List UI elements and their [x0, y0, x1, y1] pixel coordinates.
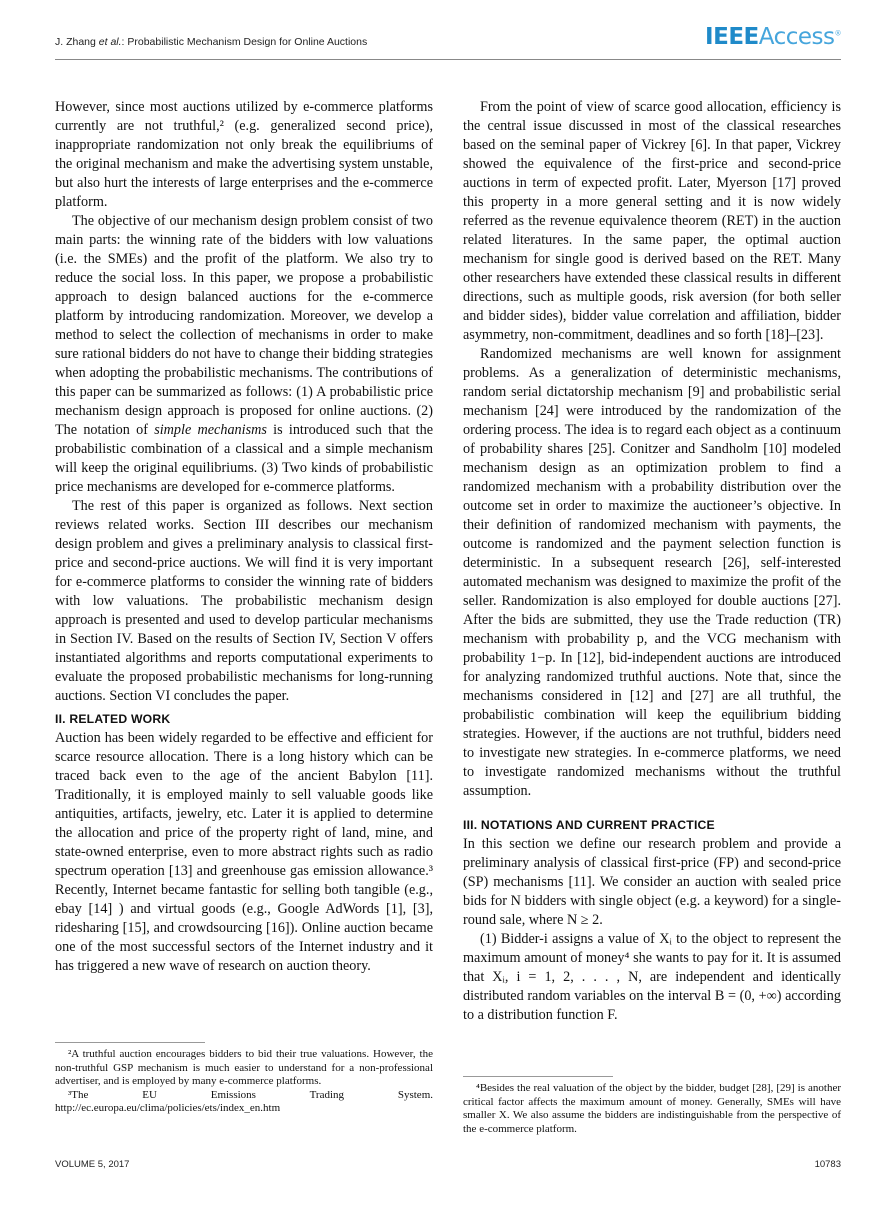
footnote-4: ⁴Besides the real valuation of the object by the bidder, budget [28], [29] is another critical factor affects the maximum amount of money. Generally, SMEs will have smaller X. We also assume the bidders are indistinguishable from the perspective of the e-commerce platform.	[463, 1082, 841, 1135]
running-head	[55, 36, 367, 48]
footer-volume: VOLUME 5, 2017	[55, 1159, 130, 1170]
paragraph: Auction has been widely regarded to be effective and efficient for scarce resource allocation. There is a long history which can be traced back even to the age of the ancient Babylon [11]. Traditionally, it is employed mainly to sell valuable goods like antiquities, artifacts, jewelry, etc. Later it is applied to determine the allocation and price of the property right of land, mine, and state-owned enterprise, even to more abstract rights such as radio spectrum operation [13] and greenhouse gas emission allowance.³ Recently, Internet became fantastic for selling both tangible (e.g., ebay [14] ) and virtual goods (e.g., Google AdWords [1], [3], ridesharing [15], and crowdsourcing [16]). Online auction became one of the most successful sectors of the Internet industry and it has triggered a new wave of research on auction theory.	[55, 730, 433, 974]
paragraph: From the point of view of scarce good allocation, efficiency is the central issue discussed in most of the classical researches based on the seminal paper of Vickrey [6]. In that paper, Vickrey showed the equivalence of the first-price and second-price auctions in term of expected profit. Later, Myerson [17] proved this property in a more general setting and it is now widely referred as the revenue equivalence theorem (RET) in the auction related literatures. In the same paper, the optimal auction mechanism for single good is derived based on the RET. Many other researchers have extended these classical results in different directions, such as multiple goods, risk aversion (for both seller and bidder sides), bidder value correlation and affiliation, bidder asymmetry, non-commitment, deadlines and so forth [18]–[23].	[463, 99, 841, 343]
right-column	[463, 98, 841, 1025]
footer-page-number: 10783	[814, 1159, 841, 1170]
footnote-rule	[55, 1042, 205, 1043]
logo-tm: ®	[834, 29, 841, 38]
paragraph-text: The objective of our mechanism design problem consist of two main parts: the winning rate of the bidders with low valuations (i.e. the SMEs) and the profit of the platform. We also try to reduce the social loss. In this paper, we propose a probabilistic approach to design balanced auctions for the e-commerce platform by introducing randomization. Moreover, we develop a method to select the collection of mechanisms in order to make sure rational bidders do not have to change their bidding strategies when adopting the probabilistic mechanisms. The contributions of this paper can be summarized as follows: (1) A probabilistic price mechanism design approach is proposed for online auctions. (2) The notation of	[55, 213, 433, 438]
running-head-title: : Probabilistic Mechanism Design for Online Auctions	[121, 36, 368, 48]
left-column	[55, 98, 433, 976]
paragraph: The rest of this paper is organized as follows. Next section reviews related works. Section III describes our mechanism design problem and gives a preliminary analysis to classical first-price and second-price auctions. We will find it is very important for e-commerce platforms to consider the winning rate of bidders with low valuations. The probabilistic mechanism design approach is presented and used to develop particular mechanisms in Section IV. Based on the results of Section IV, Section V offers instantiated algorithms and reports computational experiments to evaluate the proposed probabilistic mechanisms for long-running auctions. Section VI concludes the paper.	[55, 498, 433, 704]
section-heading-related-work: II. RELATED WORK	[55, 712, 171, 726]
section-heading-notations: III. NOTATIONS AND CURRENT PRACTICE	[463, 818, 715, 832]
running-head-etal: et al.	[98, 36, 122, 48]
footnote-rule	[463, 1076, 613, 1077]
footnote-2: ²A truthful auction encourages bidders to bid their true valuations. However, the non-truthful GSP mechanism is much easier to understand for a non-professional advertiser, and is employed by many e-commerce platforms.	[55, 1048, 433, 1088]
paragraph	[55, 212, 433, 497]
footnotes-left	[55, 1048, 433, 1116]
ieee-access-logo	[705, 24, 841, 50]
paragraph: In this section we define our research problem and provide a preliminary analysis of classical first-price (FP) and second-price (SP) mechanisms [11]. We consider an auction with sealed price bids for N bidders with single object (e.g. a keyword) for a single-round sale, where N ≥ 2.	[463, 836, 841, 928]
paragraph: (1) Bidder-i assigns a value of Xᵢ to the object to represent the maximum amount of money⁴ she wants to pay for it. It is assumed that Xᵢ, i = 1, 2, . . . , N, are independent and identically distributed random variables on the interval B = (0, +∞) according to a distribution function F.	[463, 931, 841, 1023]
footnotes-right	[463, 1082, 841, 1136]
running-head-authors: J. Zhang	[55, 36, 99, 48]
emphasis-term: simple mechanisms	[154, 422, 267, 438]
logo-access: Access	[758, 24, 835, 50]
paragraph: Randomized mechanisms are well known for assignment problems. As a generalization of deterministic mechanisms, random serial dictatorship mechanism [9] and probabilistic serial mechanism [24] were introduced by the randomization of the ordering process. The idea is to regard each object as a continuum of probability shares [25]. Conitzer and Sandholm [10] modeled mechanism design as an optimization problem to find a randomized mechanism with a probability distribution over the outcome set in order to maximize the auctioneer’s objective. In their definition of randomized mechanism with payments, the outcome is randomized and the payment selection function is deterministic. In a subsequent research [26], self-interested automated mechanism was designed to maximize the profit of the seller. Randomization is also employed for double auctions [27]. After the bids are submitted, they use the Trade reduction (TR) mechanism with probability p, and the VCG mechanism with probability 1−p. In [12], bid-independent auctions are introduced for analyzing randomized truthful auctions. Note that, since the mechanisms considered in [12] and [27] are all truthful, the probabilistic combination will keep the equilibrium bidding strategies. However, if the auctions are not truthful, bidders need to investigate new strategies. In e-commerce platforms, we need to investigate randomized mechanisms without the truthful assumption.	[463, 346, 841, 799]
paragraph: However, since most auctions utilized by e-commerce platforms currently are not truthful,² (e.g. generalized second price), inappropriate randomization not only break the equilibriums of the original mechanism and make the advertising system unstable, but also hurt the interests of large enterprises and the e-commerce platform.	[55, 99, 433, 210]
footnote-3: ³The EU Emissions Trading System. http://ec.europa.eu/clima/policies/ets/index_en.htm	[55, 1088, 433, 1115]
logo-ieee: IEEE	[705, 24, 759, 50]
header-rule	[55, 59, 841, 60]
paragraph-text: is introduced such that the probabilistic combination of a classical and a simple mechanism will keep the original equilibriums. (3) Two kinds of probabilistic price mechanisms are developed for e-commerce platforms.	[55, 422, 434, 495]
page-header	[55, 20, 841, 60]
